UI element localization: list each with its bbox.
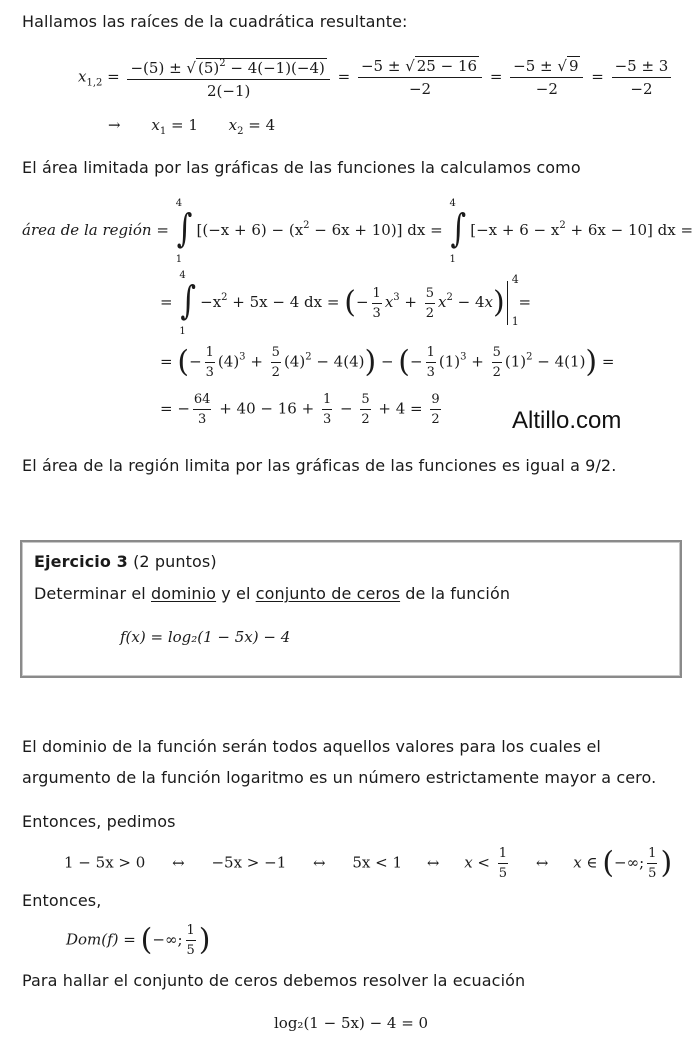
entonces-pedimos-text: Entonces, pedimos	[22, 812, 176, 831]
root-x1: 1	[188, 116, 198, 134]
roots-x-subscript: 1,2	[86, 77, 103, 89]
fraction-nine-half: $\frac{9}{2}$	[431, 392, 440, 427]
roots-intro-text: Hallamos las raíces de la cuadrática resultante:	[22, 12, 408, 31]
area-line-2: = 4 ∫ 1 $-x^2 + 5x - 4$ dx = (− $\frac{1}{3}$ $x^3$ + $\frac{5}{2}$ $x^2 - 4x$) 4 1 =	[160, 270, 532, 337]
exercise-title: Ejercicio 3	[34, 552, 128, 571]
root-x2: 4	[265, 116, 276, 134]
entonces-text: Entonces,	[22, 891, 102, 910]
exercise-function: f(x) = log₂(1 − 5x) − 4	[120, 628, 291, 646]
evaluation-bar: 4 1	[507, 281, 514, 325]
inequality-chain: 1 − 5x > 0 ↔ −5x > −1 ↔ 5x < 1 ↔ x < $\frac{1}{5}$ ↔ x ∈ (−∞; $\frac{1}{5}$ )	[64, 845, 673, 881]
roots-x-var: x	[78, 67, 87, 86]
area-line-4: = − $\frac{64}{3}$ + 40 − 16 + $\frac{1}{3}$ − $\frac{5}{2}$ + 4 = $\frac{9}{2}$	[160, 392, 440, 427]
final-equation: log₂(1 − 5x) − 4 = 0	[274, 1014, 429, 1032]
roots-fraction-2: $\frac{-5 \pm √ 25 - 16}{-2}$	[358, 57, 482, 98]
dom-label: Dom(f) =	[66, 930, 136, 949]
term-dominio: dominio	[151, 584, 217, 603]
domain-text-line-1: El dominio de la función serán todos aquellos valores para los cuales el	[22, 737, 601, 756]
roots-fraction-1: $\frac{-(5) \pm √ (5)^2 - 4(-1)(-4)}{2(-1)}$	[127, 55, 329, 100]
zeros-intro-text: Para hallar el conjunto de ceros debemos resolver la ecuación	[22, 971, 526, 990]
roots-formula: $x_{1,2}$ = $\frac{-(5) \pm √ (5)^2 - 4(-1)(-4)}{2(-1)}$ = $\frac{-5 \pm √ 25 - 16}{-2}$ = $\frac{-5 \pm √ 9}{-2}$ = $\frac{-5 \pm 3}{-2}$	[78, 55, 674, 100]
area-conclusion-text: El área de la región limita por las gráficas de las funciones es igual a 9/2.	[22, 456, 617, 475]
watermark-logo: Altillo.com	[512, 407, 622, 434]
domain-text-line-2: argumento de la función logaritmo es un número estrictamente mayor a cero.	[22, 768, 657, 787]
area-line-3: = (− $\frac{1}{3}$ $(4)^3$ + $\frac{5}{2}$ $(4)^2 - 4(4)$) − (− $\frac{1}{3}$ $(1)^3$ + $\frac{5}{2}$ $(1)^2 - 4(1)$) =	[160, 344, 615, 380]
exercise-box	[20, 540, 682, 678]
equivalence-arrow: ↔	[172, 853, 185, 872]
area-line-1: área de la región = 4 ∫ 1 $[(-x + 6) - (x^2 - 6x + 10)]$ dx = 4 ∫ 1 $[-x + 6 - x^2 + 6x - 10]$ dx =	[22, 198, 694, 265]
fraction-one-third: $\frac{1}{3}$	[372, 285, 381, 321]
fraction-sixtyfour-third: $\frac{64}{3}$	[193, 392, 211, 427]
domain-result: Dom(f) = (−∞; $\frac{1}{5}$ )	[66, 922, 211, 958]
area-label: área de la región	[22, 221, 152, 239]
roots-result: → $x_1 = 1$ $x_2 = 4$	[108, 116, 276, 137]
roots-fraction-3: $\frac{-5 \pm √ 9}{-2}$	[510, 57, 583, 98]
integral-sign: 4 ∫ 1	[449, 198, 467, 265]
exercise-points: (2 puntos)	[133, 552, 217, 571]
roots-fraction-4: $\frac{-5 \pm 3}{-2}$	[612, 57, 672, 98]
fraction-five-half: $\frac{5}{2}$	[425, 285, 435, 321]
term-conjunto-ceros: conjunto de ceros	[255, 584, 401, 603]
area-intro-text: El área limitada por las gráficas de las funciones la calculamos como	[22, 158, 581, 177]
integral-sign: 4 ∫ 1	[175, 198, 193, 265]
exercise-heading	[34, 552, 217, 572]
exercise-prompt: Determinar el dominio y el conjunto de ceros de la función	[34, 584, 511, 603]
implies-arrow: →	[108, 116, 121, 134]
fraction-one-fifth: $\frac{1}{5}$	[498, 846, 508, 881]
integral-sign: 4 ∫ 1	[179, 270, 196, 337]
